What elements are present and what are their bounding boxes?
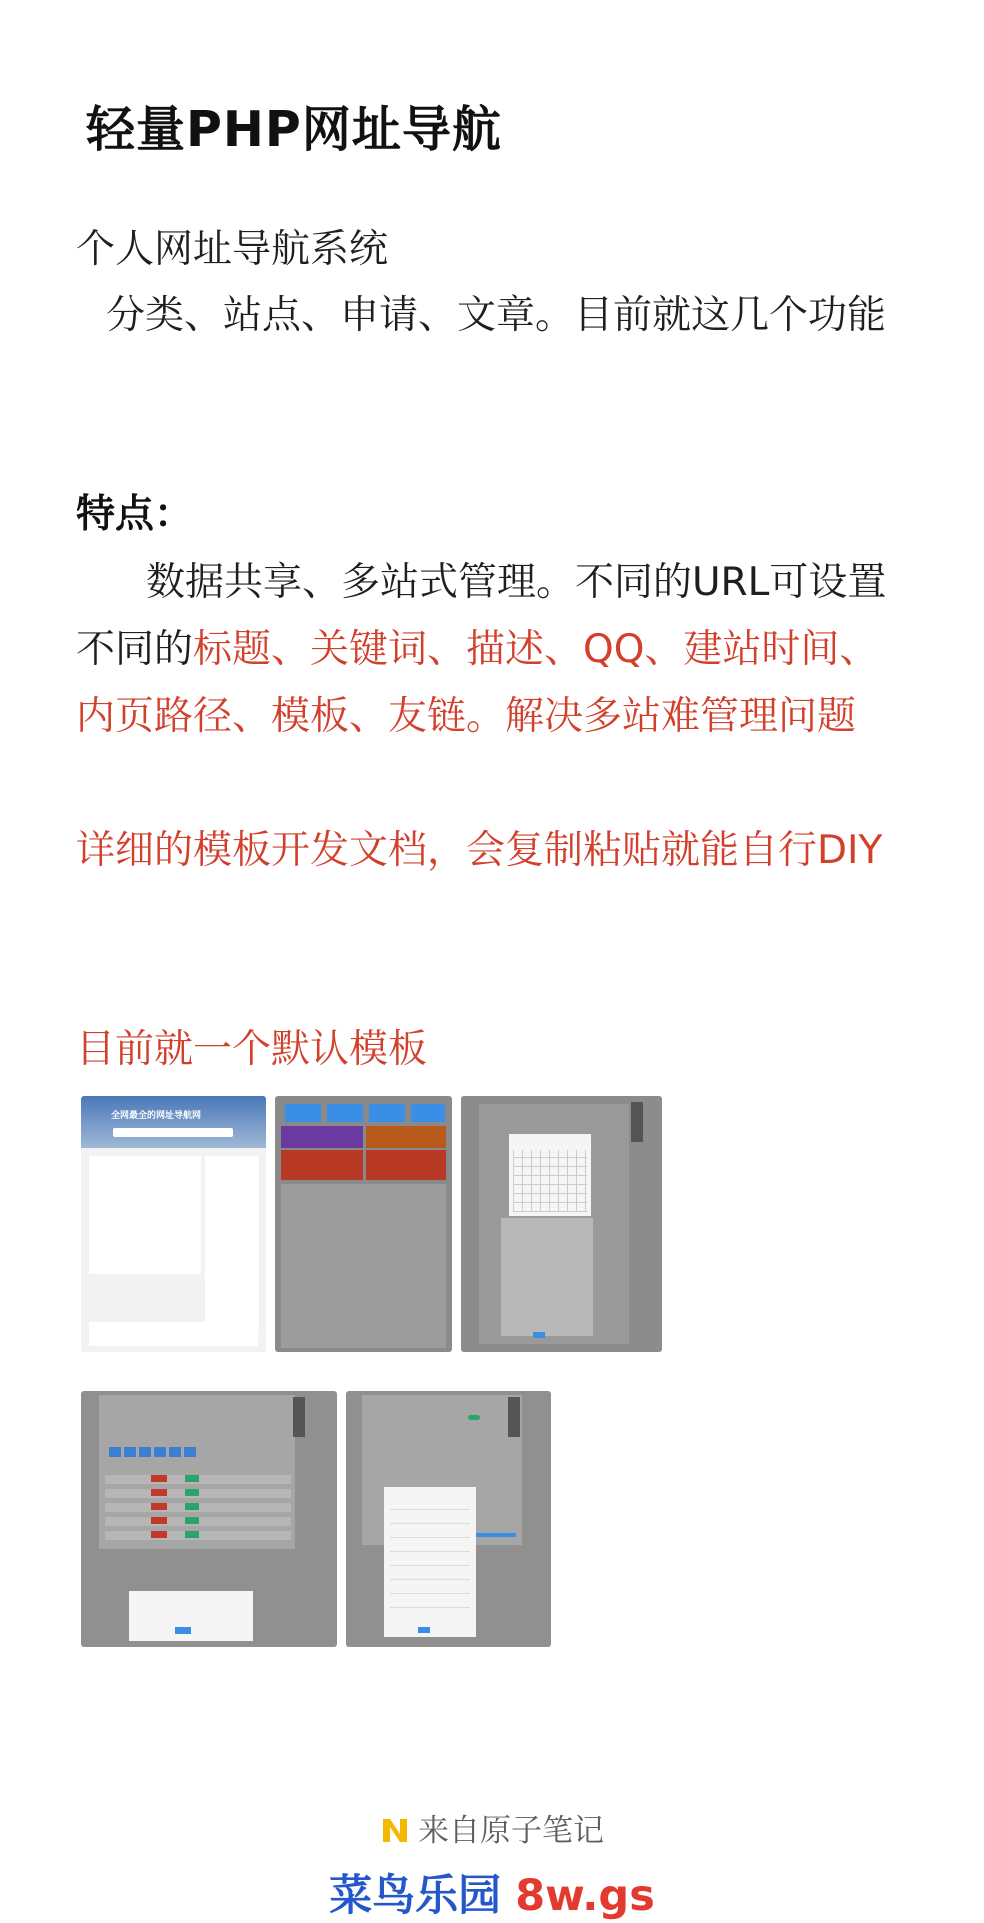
site-list-toggle-column — [185, 1475, 199, 1545]
dashboard-top-buttons — [285, 1104, 445, 1122]
site-edit-confirm-button — [418, 1627, 430, 1633]
site-edit-blue-strip — [476, 1533, 516, 1537]
homepage-main-panel — [89, 1156, 201, 1274]
features-paragraph — [76, 549, 916, 750]
features-text-normal: 数据共享、多站式管理。不同的URL可设置不同的 — [76, 560, 887, 672]
source-label: 来自原子笔记 — [418, 1813, 604, 1849]
homepage-side-panel — [205, 1156, 259, 1331]
atom-notes-logo-icon — [380, 1815, 410, 1845]
brand-watermark — [0, 1862, 984, 1923]
dashboard-card-red-2 — [366, 1150, 446, 1180]
homepage-search-box — [113, 1128, 233, 1137]
site-list-toolbar — [109, 1447, 199, 1457]
brand-name: 菜鸟乐园 — [329, 1871, 502, 1921]
site-list-toolbar-side — [293, 1397, 305, 1437]
dashboard-card-red-1 — [281, 1150, 363, 1180]
brand-domain: 8w.gs — [515, 1871, 655, 1921]
dashboard-card-purple — [281, 1126, 363, 1148]
homepage-banner — [81, 1096, 266, 1148]
intro-line-1: 个人网址导航系统 — [76, 227, 389, 272]
site-list-confirm-dialog — [129, 1591, 253, 1641]
icon-picker-confirm-button — [533, 1332, 545, 1338]
dashboard-card-orange — [366, 1126, 446, 1148]
screenshot-site-list[interactable] — [81, 1391, 337, 1647]
icon-picker-grid — [513, 1150, 587, 1212]
homepage-footer-panel — [89, 1322, 258, 1346]
dashboard-info-panel — [281, 1184, 446, 1348]
source-note — [0, 1805, 984, 1850]
icon-picker-form — [501, 1218, 593, 1336]
site-edit-toggle — [468, 1415, 480, 1420]
intro-line-2: 分类、站点、申请、文章。目前就这几个功能 — [106, 293, 887, 338]
site-edit-toolbar — [508, 1397, 520, 1437]
screenshot-icon-picker[interactable] — [461, 1096, 662, 1352]
docs-note: 详细的模板开发文档，会复制粘贴就能自行DIY — [76, 828, 883, 873]
icon-picker-toolbar — [631, 1102, 643, 1142]
features-heading: 特点： — [76, 492, 194, 537]
page-title: 轻量PHP网址导航 — [86, 101, 502, 158]
homepage-banner-text: 全网最全的网址导航网 — [111, 1111, 202, 1121]
screenshot-site-edit[interactable] — [346, 1391, 551, 1647]
features-text-highlight: 标题、关键词、描述、QQ、建站时间、内页路径、模板、友链。解决多站难管理问题 — [76, 627, 879, 739]
site-edit-form-lines — [390, 1509, 470, 1619]
screenshot-admin-dashboard[interactable] — [275, 1096, 452, 1352]
screenshot-homepage[interactable] — [81, 1096, 266, 1352]
site-list-status-column — [151, 1475, 167, 1545]
site-list-confirm-button — [175, 1627, 191, 1634]
template-note: 目前就一个默认模板 — [76, 1027, 428, 1072]
